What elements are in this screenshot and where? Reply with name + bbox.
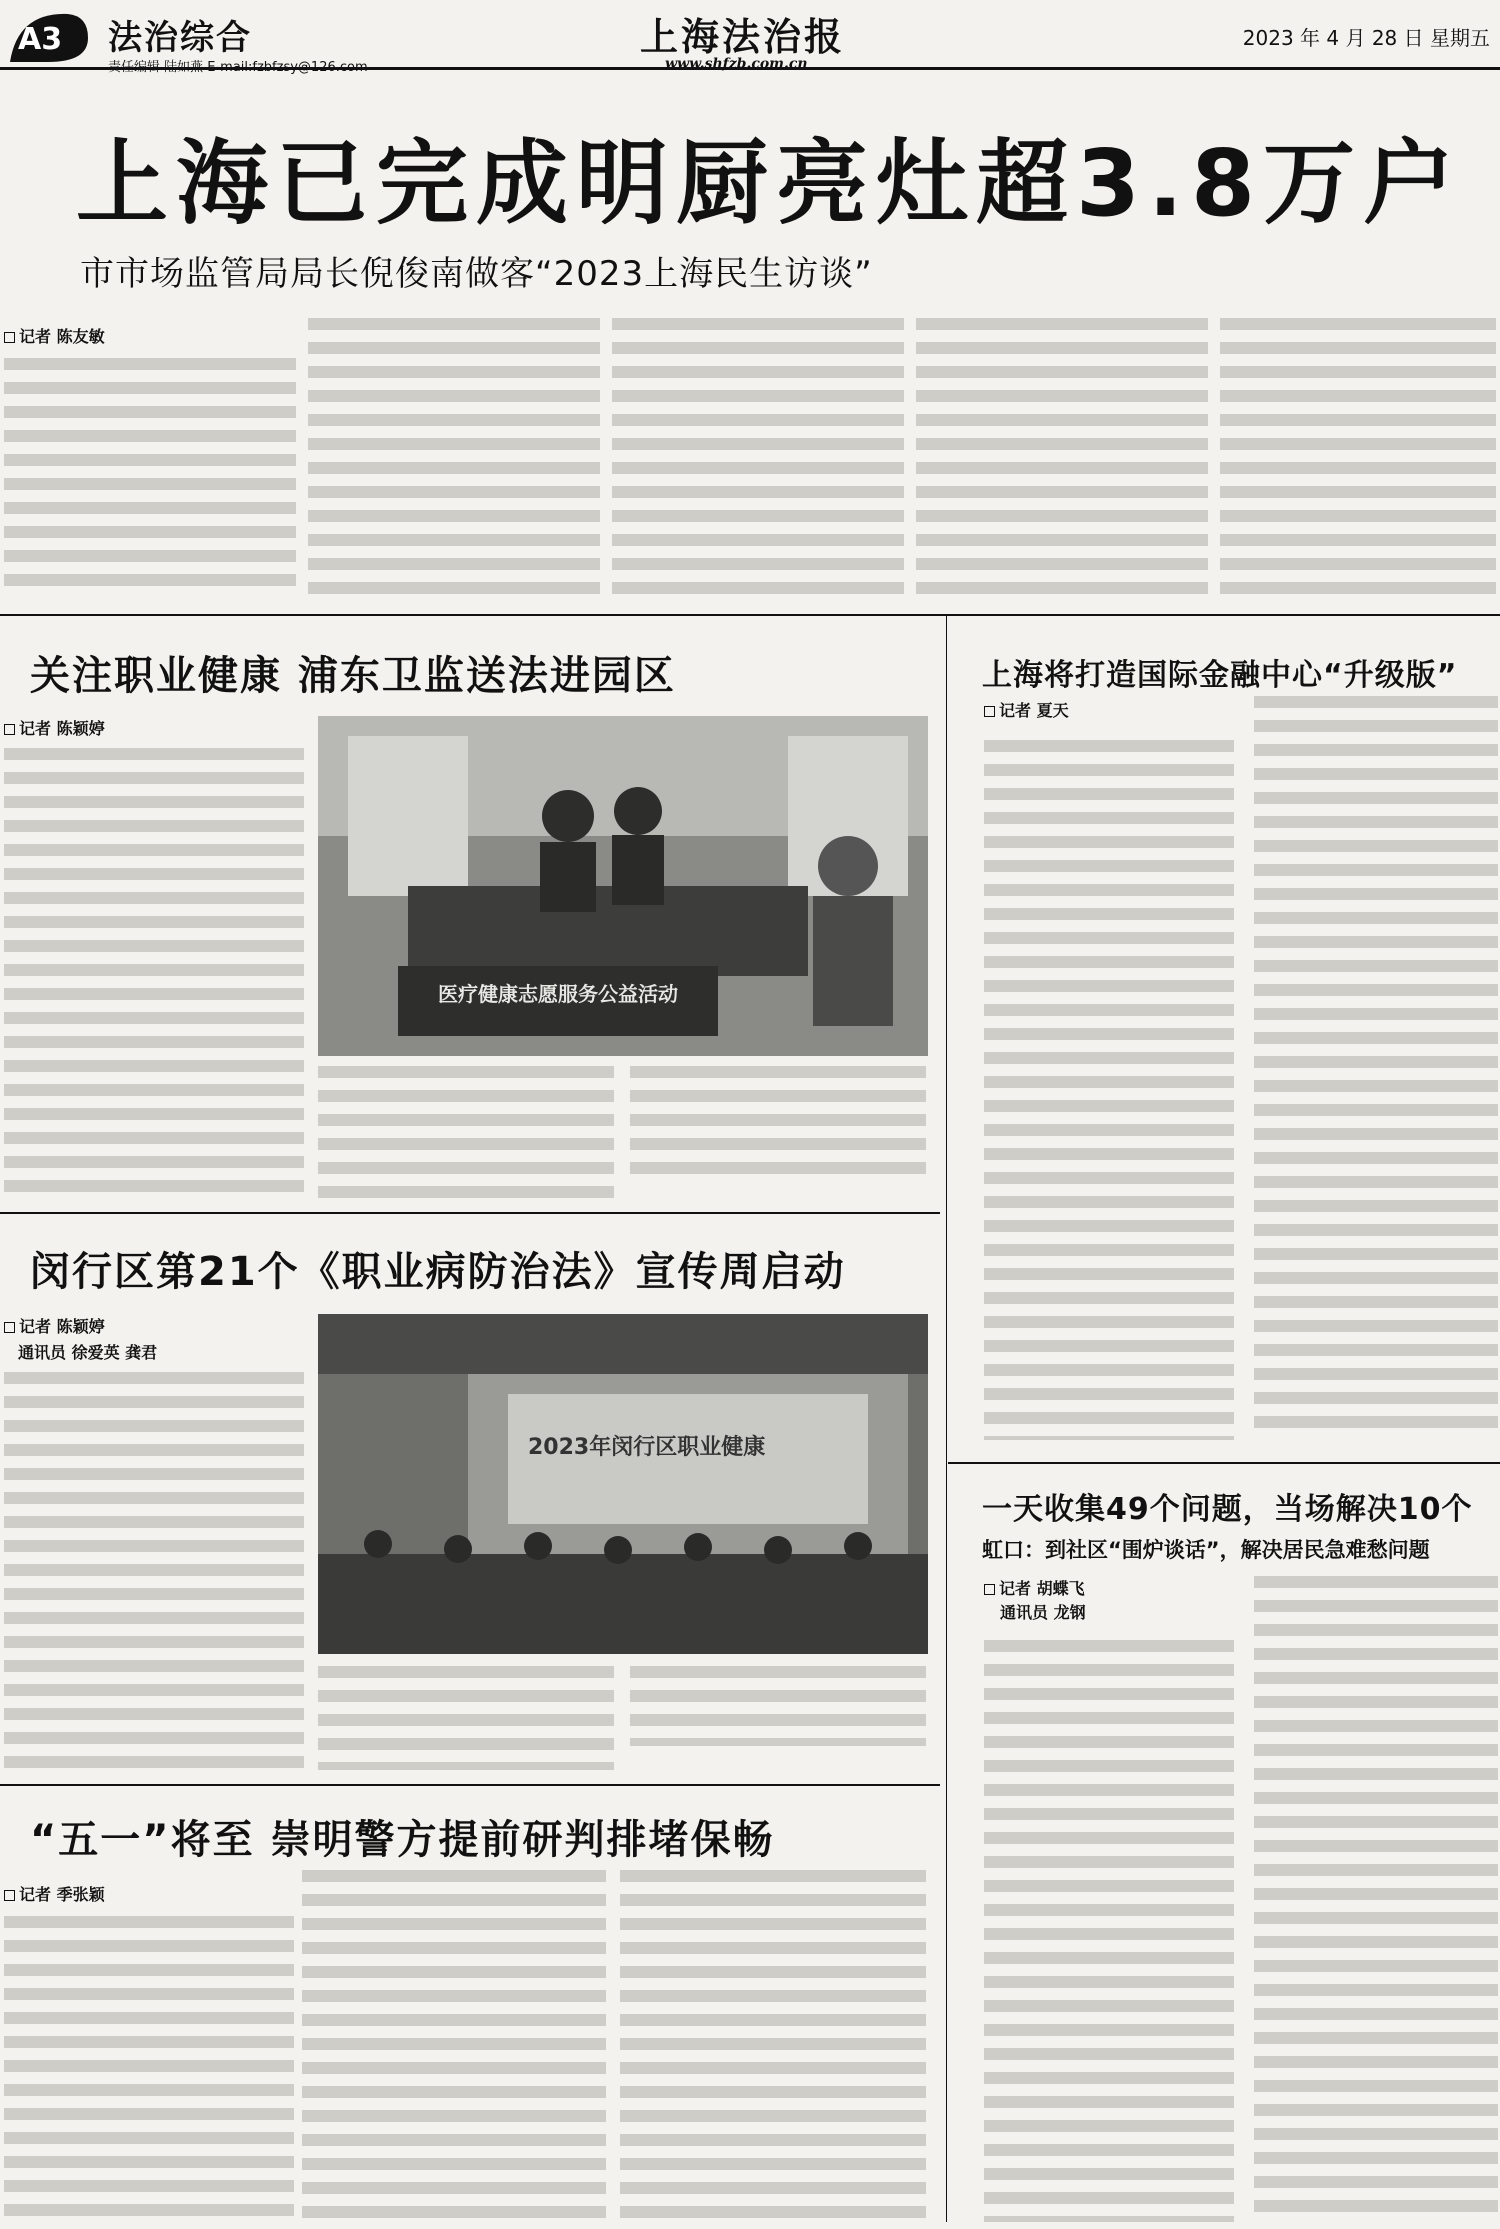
pudong-byline <box>4 716 105 739</box>
pudong-divider <box>0 1212 940 1214</box>
finance-byline <box>984 698 1069 721</box>
minhang-headline: 闵行区第21个《职业病防治法》宣传周启动 <box>30 1249 846 1295</box>
chongming-column-3 <box>620 1870 926 2222</box>
pudong-column-2 <box>318 1066 614 1200</box>
hongkou-byline-2: 通讯员 龙钢 <box>1000 1603 1086 1622</box>
byline-square-icon <box>984 1584 995 1595</box>
pudong-column-1 <box>4 748 304 1198</box>
chongming-column-2 <box>302 1870 606 2222</box>
minhang-column-3 <box>630 1666 926 1746</box>
byline-square-icon <box>4 1890 15 1901</box>
minhang-divider <box>0 1784 940 1786</box>
lead-column-5 <box>1220 318 1496 598</box>
chongming-headline: “五一”将至 崇明警方提前研判排堵保畅 <box>30 1817 775 1863</box>
pudong-photo <box>318 716 928 1056</box>
minhang-photo <box>318 1314 928 1654</box>
byline-square-icon <box>4 1322 15 1333</box>
hongkou-subheadline: 虹口：到社区“围炉谈话”，解决居民急难愁问题 <box>982 1538 1430 1562</box>
paper-url[interactable]: www.shfzb.com.cn <box>665 56 808 72</box>
hongkou-byline-text: 记者 胡蝶飞 <box>999 1579 1085 1598</box>
paper-name: 上海法治报 <box>640 14 846 59</box>
finance-divider <box>948 1462 1500 1464</box>
column-divider <box>946 616 947 2222</box>
byline-square-icon <box>4 724 15 735</box>
pudong-headline: 关注职业健康 浦东卫监送法进园区 <box>30 653 676 699</box>
minhang-column-2 <box>318 1666 614 1770</box>
minhang-screen-text: 2023年闵行区职业健康 <box>528 1435 766 1460</box>
hongkou-column-2 <box>1254 1576 1498 2222</box>
editor-line: 责任编辑 陆如燕 E-mail:fzbfzsy@126.com <box>108 60 368 75</box>
lead-subheadline: 市市场监管局局长倪俊南做客“2023上海民生访谈” <box>80 254 873 294</box>
lead-column-4 <box>916 318 1208 598</box>
date-line: 2023 年 4 月 28 日 星期五 <box>1242 26 1490 50</box>
hongkou-column-1 <box>984 1640 1234 2222</box>
finance-column-1 <box>984 740 1234 1440</box>
pudong-byline-text: 记者 陈颖婷 <box>19 719 105 738</box>
hongkou-headline: 一天收集49个问题，当场解决10个 <box>982 1492 1473 1527</box>
chongming-byline <box>4 1882 105 1905</box>
lead-column-3 <box>612 318 904 598</box>
page-number: A3 <box>18 22 63 57</box>
finance-column-2 <box>1254 696 1498 1440</box>
finance-byline-text: 记者 夏天 <box>999 701 1069 720</box>
pudong-banner-text: 医疗健康志愿服务公益活动 <box>438 982 678 1006</box>
minhang-column-1 <box>4 1372 304 1772</box>
byline-square-icon <box>984 706 995 717</box>
hongkou-byline <box>984 1576 1085 1599</box>
masthead <box>0 0 1500 75</box>
minhang-byline <box>4 1314 105 1337</box>
minhang-byline-text: 记者 陈颖婷 <box>19 1317 105 1336</box>
lead-divider <box>0 614 1500 616</box>
pudong-column-3 <box>630 1066 926 1176</box>
byline-square-icon <box>4 332 15 343</box>
lead-byline <box>4 324 105 347</box>
lead-headline: 上海已完成明厨亮灶超3.8万户 <box>76 130 1463 237</box>
finance-headline: 上海将打造国际金融中心“升级版” <box>982 658 1458 693</box>
chongming-column-1 <box>4 1916 294 2222</box>
lead-column-2 <box>308 318 600 598</box>
minhang-byline-2: 通讯员 徐爱英 龚君 <box>18 1343 158 1362</box>
chongming-byline-text: 记者 季张颖 <box>19 1885 105 1904</box>
lead-column-1 <box>4 358 296 598</box>
lead-byline-text: 记者 陈友敏 <box>19 327 105 346</box>
section-title: 法治综合 <box>108 18 252 58</box>
